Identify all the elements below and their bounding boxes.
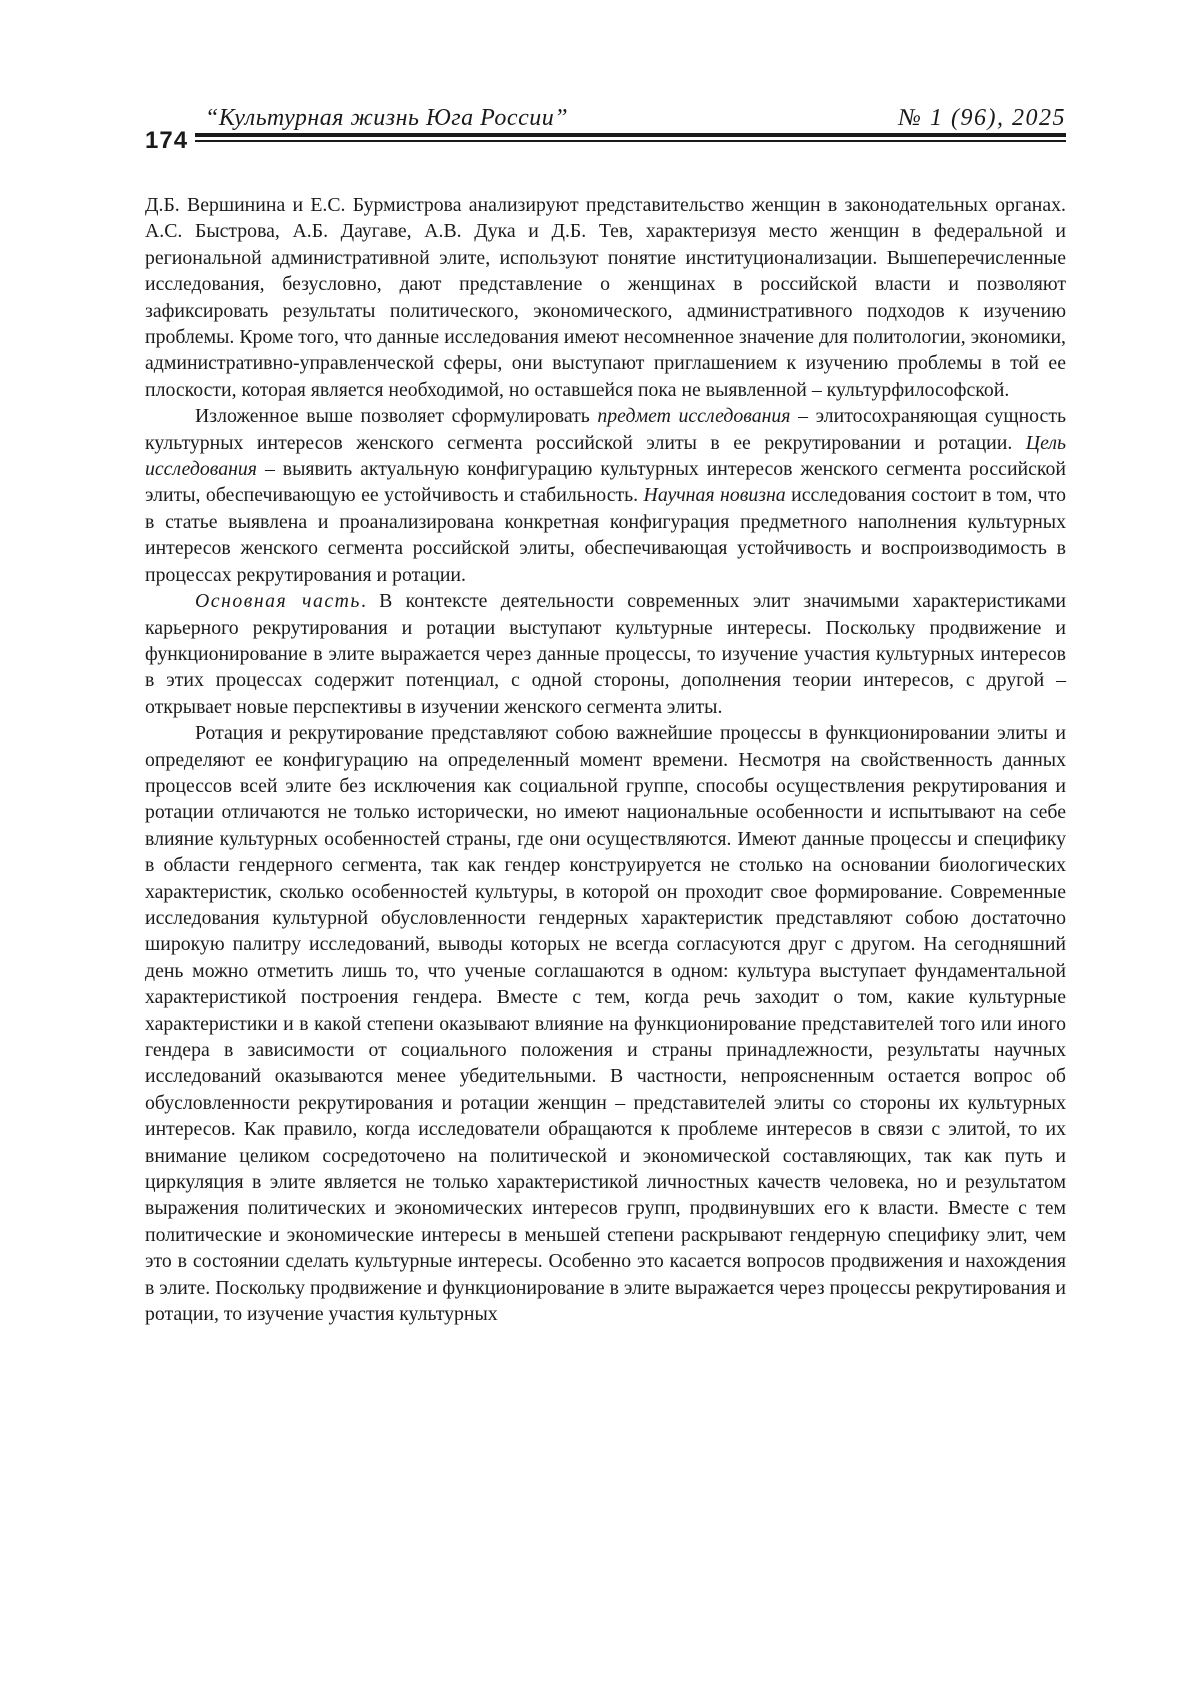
- research-goal-term: Цель исследования: [145, 432, 1066, 480]
- paragraph-2-text-d: исследования состоит в том, что в статье выявлена и проанализирована конкретная конфигурация предметного наполнения культурных интересов женского сегмента российской элиты, обеспечивающая устойчивость и воспроизводимость в процессах рекрутирования и ротации.: [145, 484, 1066, 585]
- paragraph-2-text-b: – элитосохраняющая сущность культурных интересов женского сегмента российской элиты в ее рекрутировании и ротации.: [145, 405, 1066, 453]
- article-body: [145, 192, 1066, 1327]
- paragraph-1-text: Д.Б. Вершинина и Е.С. Бурмистрова анализируют представительство женщин в законодательных органах. А.С. Быстрова, А.Б. Даугаве, А.В. Дука и Д.Б. Тев, характеризуя место женщин в федеральной и региональной административной элите, используют понятие институционализации. Вышеперечисленные исследования, безусловно, дают представление о женщинах в российской власти и позволяют зафиксировать результаты политического, экономического, административного подходов к изучению проблемы. Кроме того, что данные исследования имеют несомненное значение для политологии, экономики, административно-управленческой сферы, они выступают приглашением к изучению проблемы в той ее плоскости, которая является необходимой, но оставшейся пока не выявленной – культурфилософской.: [145, 194, 1066, 401]
- issue-number: № 1 (96), 2025: [898, 104, 1066, 132]
- paragraph-2: [145, 403, 1066, 588]
- scientific-novelty-term: Научная новизна: [644, 484, 786, 506]
- main-part-heading: Основная часть: [195, 590, 361, 612]
- paragraph-1: [145, 192, 1066, 403]
- paragraph-3: [145, 588, 1066, 720]
- paragraph-2-text-a: Изложенное выше позволяет сформулировать: [195, 405, 597, 427]
- header-rule-thin: [195, 140, 1066, 142]
- header-rule-thick: [195, 133, 1066, 137]
- subject-of-research-term: предмет исследования: [597, 405, 790, 427]
- page-number: 174: [145, 126, 188, 156]
- running-header: [145, 100, 1066, 160]
- paragraph-3-text: . В контексте деятельности современных элит значимыми характеристиками карьерного рекрутирования и ротации выступают культурные интересы. Поскольку продвижение и функционирование в элите выражается через данные процессы, то изучение участия культурных интересов в этих процессах содержит потенциал, с одной стороны, дополнения теории интересов, с другой – открывает новые перспективы в изучении женского сегмента элиты.: [145, 590, 1066, 718]
- paragraph-2-text-c: – выявить актуальную конфигурацию культурных интересов женского сегмента российской элиты, обеспечивающую ее устойчивость и стабильность.: [145, 458, 1066, 506]
- paragraph-4-text: Ротация и рекрутирование представляют собою важнейшие процессы в функционировании элиты и определяют ее конфигурацию на определенный момент времени. Несмотря на свойственность данных процессов всей элите без исключения как социальной группе, способы осуществления рекрутирования и ротации отличаются не только исторически, но имеют национальные особенности и испытывают на себе влияние культурных особенностей страны, где они осуществляются. Имеют данные процессы и специфику в области гендерного сегмента, так как гендер конструируется не столько на основании биологических характеристик, сколько особенностей культуры, в которой он проходит свое формирование. Современные исследования культурной обусловленности гендерных характеристик представляют собою достаточно широкую палитру исследований, выводы которых не всегда согласуются друг с другом. На сегодняшний день можно отметить лишь то, что ученые соглашаются в одном: культура выступает фундаментальной характеристикой построения гендера. Вместе с тем, когда речь заходит о том, какие культурные характеристики и в какой степени оказывают влияние на функционирование представителей того или иного гендера в зависимости от социального положения и страны принадлежности, результаты научных исследований оказываются менее убедительными. В частности, непроясненным остается вопрос об обусловленности рекрутирования и ротации женщин – представителей элиты со стороны их культурных интересов. Как правило, когда исследователи обращаются к проблеме интересов в связи с элитой, то их внимание целиком сосредоточено на политической и экономической составляющих, так как путь и циркуляция в элите является не только характеристикой личностных качеств человека, но и результатом выражения политических и экономических интересов групп, продвинувших его к власти. Вместе с тем политические и экономические интересы в меньшей степени раскрывают гендерную специфику элит, чем это в состоянии сделать культурные интересы. Особенно это касается вопросов продвижения и нахождения в элите. Поскольку продвижение и функционирование в элите выражается через процессы рекрутирования и ротации, то изучение участия культурных: [145, 722, 1066, 1325]
- journal-title: “Культурная жизнь Юга России”: [205, 104, 568, 132]
- paragraph-4: [145, 720, 1066, 1327]
